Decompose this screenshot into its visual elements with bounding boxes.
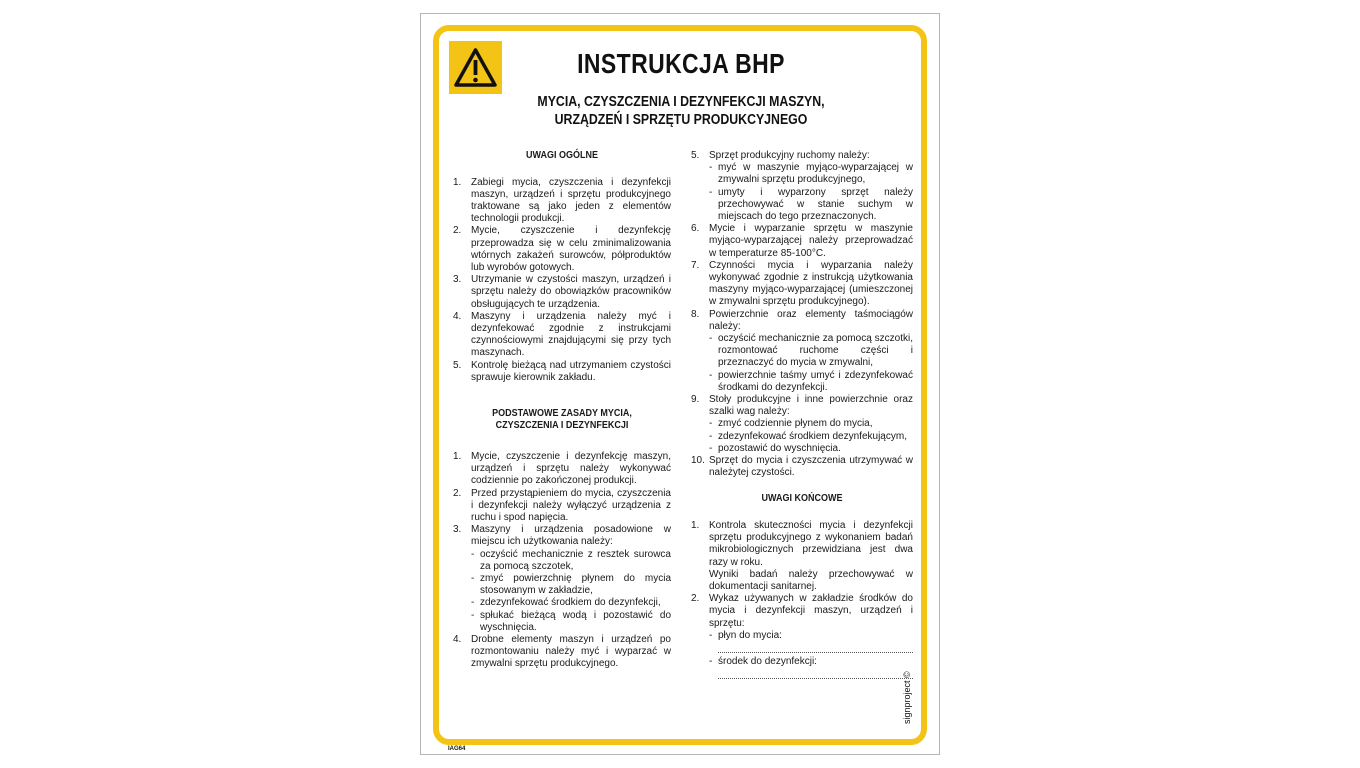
list-item (691, 223, 913, 260)
rules-list-right (691, 150, 913, 479)
list-item (453, 225, 671, 274)
sub-item: - oczyścić mechanicznie za pomocą szczotki, rozmontować ruchome części i przeznaczyć do mycia w zmywalni, (709, 333, 913, 369)
sub-list (709, 418, 913, 455)
sub-item: - powierzchnie taśmy umyć i zdezynfekować środkami do dezynfekcji. (709, 369, 913, 393)
list-item (691, 260, 913, 309)
item-number: 8. (691, 308, 700, 320)
item-text: Sprzęt do mycia i czyszczenia utrzymywać w należytej czystości. (709, 455, 913, 479)
sub-item-text: zmyć powierzchnię płynem do mycia stosowanym w zakładzie, (480, 572, 671, 597)
item-number: 1. (453, 450, 462, 462)
fill-line (718, 668, 913, 679)
sub-item-text: oczyścić mechanicznie za pomocą szczotki, rozmontować ruchome części i przeznaczyć do mycia w zmywalni, (718, 333, 913, 369)
fill-line (718, 642, 913, 653)
fill-item: - środek do dezynfekcji: (709, 656, 817, 668)
item-number: 7. (691, 259, 700, 271)
sub-item: - myć w maszynie myjąco-wyparzającej w zmywalni sprzętu produkcyjnego, (709, 162, 913, 186)
right-column (691, 150, 913, 679)
item-text: Sprzęt produkcyjny ruchomy należy: (709, 150, 870, 161)
item-number: 2. (691, 593, 700, 605)
list-item (691, 593, 913, 679)
item-text: Przed przystąpieniem do mycia, czyszczenia i dezynfekcji należy wyłączyć urządzenia z ruchu i spod napięcia. (471, 487, 671, 523)
sub-item: - zmyć codziennie płynem do mycia, (709, 418, 913, 430)
fill-label: środek do dezynfekcji: (718, 656, 817, 668)
fill-item: - płyn do mycia: (709, 629, 782, 641)
list-item (691, 455, 913, 479)
sub-item: - zdezynfekować środkiem dezynfekującym, (709, 431, 913, 443)
list-item (453, 274, 671, 311)
item-text: Maszyny i urządzenia posadowione w miejscu ich użytkowania należy: (471, 524, 671, 548)
fill-label: płyn do mycia: (718, 629, 782, 641)
item-text: Mycie, czyszczenie i dezynfekcję przeprowadza się w celu zminimalizowania wtórnych zakażeń surowców, półproduktów lub wyrobów gotowych. (471, 225, 671, 273)
general-list (453, 177, 671, 384)
item-number: 5. (691, 150, 700, 161)
warning-triangle-icon (449, 41, 502, 94)
item-text: Mycie i wyparzanie sprzętu w maszynie myjąco-wyparzającej należy przeprowadzać w temperaturze 85-100°C. (709, 223, 913, 259)
item-text: Zabiegi mycia, czyszczenia i dezynfekcji maszyn, urządzeń i sprzętu produkcyjnego traktowane są jako jeden z elementów technologii produkcji. (471, 176, 671, 225)
item-extra-text: Wyniki badań należy przechowywać w dokumentacji sanitarnej. (709, 568, 913, 592)
item-number: 2. (453, 487, 462, 499)
item-number: 10. (691, 455, 705, 467)
sub-item: - spłukać bieżącą wodą i pozostawić do wyschnięcia. (471, 609, 671, 633)
sub-item: - umyty i wyparzony sprzęt należy przechowywać w stanie suchym w miejscach do tego przeznaczonych. (709, 186, 913, 223)
item-text: Czynności mycia i wyparzania należy wykonywać zgodnie z instrukcją użytkowania maszyny myjąco-wyparzającej (umieszczonej w zmywalni sprzętu produkcyjnego). (709, 259, 913, 308)
sub-list (471, 549, 671, 634)
section-title-final: UWAGI KOŃCOWE (761, 493, 843, 505)
item-number: 9. (691, 394, 700, 406)
item-text: Wykaz używanych w zakładzie środków do mycia i dezynfekcji maszyn, urządzeń i sprzętu: (709, 593, 913, 629)
list-item (453, 177, 671, 226)
rules-title-line-2: CZYSZCZENIA I DEZYNFEKCJI (495, 420, 629, 432)
sub-item-text: zdezynfekować środkiem do dezynfekcji, (480, 597, 661, 609)
sub-item: - oczyścić mechanicznie z resztek surowca za pomocą szczotek, (471, 548, 671, 572)
item-text: Mycie, czyszczenie i dezynfekcję maszyn, urządzeń i sprzętu należy wykonywać codziennie po zakończonej produkcji. (471, 450, 671, 487)
sub-item-text: oczyścić mechanicznie z resztek surowca za pomocą szczotek, (480, 548, 671, 572)
list-item (691, 394, 913, 455)
section-title-rules (464, 408, 660, 433)
item-number: 6. (691, 223, 700, 235)
safety-sign-sheet (420, 13, 940, 755)
item-number: 3. (453, 274, 462, 286)
product-code: IAG64 (448, 746, 466, 752)
list-item (453, 451, 671, 488)
subtitle-line-1: MYCIA, CZYSZCZENIA I DEZYNFEKCJI MASZYN, (537, 94, 825, 110)
final-list (691, 520, 913, 679)
sub-item-text: umyty i wyparzony sprzęt należy przechowywać w stanie suchym w miejscach do tego przeznaczonych. (718, 186, 913, 223)
list-item (453, 634, 671, 671)
item-number: 4. (453, 310, 462, 322)
subtitle-line-2: URZĄDZEŃ I SPRZĘTU PRODUKCYJNEGO (554, 112, 808, 128)
item-number: 4. (453, 634, 462, 645)
section-title-general: UWAGI OGÓLNE (526, 150, 598, 161)
list-item (691, 150, 913, 223)
sub-item: - zmyć powierzchnię płynem do mycia stosowanym w zakładzie, (471, 572, 671, 597)
brand-label: signproject © (902, 671, 912, 724)
sub-item-text: spłukać bieżącą wodą i pozostawić do wyschnięcia. (480, 609, 671, 633)
list-item (453, 360, 671, 384)
item-number: 1. (453, 176, 462, 188)
sub-item-text: myć w maszynie myjąco-wyparzającej w zmywalni sprzętu produkcyjnego, (718, 162, 913, 186)
item-number: 2. (453, 225, 462, 237)
sub-list (709, 333, 913, 394)
page-subtitle (511, 93, 851, 129)
page-title: INSTRUKCJA BHP (577, 48, 785, 79)
list-item (453, 524, 671, 634)
list-item (691, 309, 913, 394)
item-text: Kontrola skuteczności mycia i dezynfekcji sprzętu produkcyjnego z wykonaniem badań mikrobiologicznych przewidziana jest dwa razy w roku. (709, 519, 913, 568)
rules-title-line-1: PODSTAWOWE ZASADY MYCIA, (492, 407, 632, 419)
item-text: Powierzchnie oraz elementy taśmociągów należy: (709, 308, 913, 332)
fill-list (709, 656, 913, 668)
list-item (453, 488, 671, 525)
item-number: 5. (453, 359, 462, 371)
left-column (453, 150, 671, 671)
sub-item-text: zdezynfekować środkiem dezynfekującym, (718, 430, 907, 442)
sub-item: - pozostawić do wyschnięcia. (709, 443, 913, 455)
item-text: Stoły produkcyjne i inne powierzchnie oraz szalki wag należy: (709, 394, 913, 418)
item-text: Drobne elementy maszyn i urządzeń po rozmontowaniu należy myć i wyparzać w zmywalni sprzętu produkcyjnego. (471, 634, 671, 670)
item-text: Maszyny i urządzenia należy myć i dezynfekować zgodnie z instrukcjami czynnościowymi znajdującymi się przy tych maszynach. (471, 310, 671, 359)
sub-item-text: powierzchnie taśmy umyć i zdezynfekować środkami do dezynfekcji. (718, 369, 913, 393)
list-item (453, 311, 671, 360)
sub-item-text: pozostawić do wyschnięcia. (718, 442, 841, 454)
warning-sign-box (449, 41, 502, 94)
item-number: 3. (453, 524, 462, 536)
list-item (691, 520, 913, 593)
sub-item-text: zmyć codziennie płynem do mycia, (718, 418, 873, 430)
fill-list (709, 630, 913, 642)
item-text: Kontrolę bieżącą nad utrzymaniem czystości sprawuje kierownik zakładu. (471, 359, 671, 383)
sub-item: - zdezynfekować środkiem do dezynfekcji, (471, 597, 671, 609)
sub-list (709, 162, 913, 223)
item-text: Utrzymanie w czystości maszyn, urządzeń i sprzętu należy do obowiązków pracowników obsługujących te urządzenia. (471, 274, 671, 310)
rules-list-left (453, 451, 671, 671)
item-number: 1. (691, 519, 700, 531)
